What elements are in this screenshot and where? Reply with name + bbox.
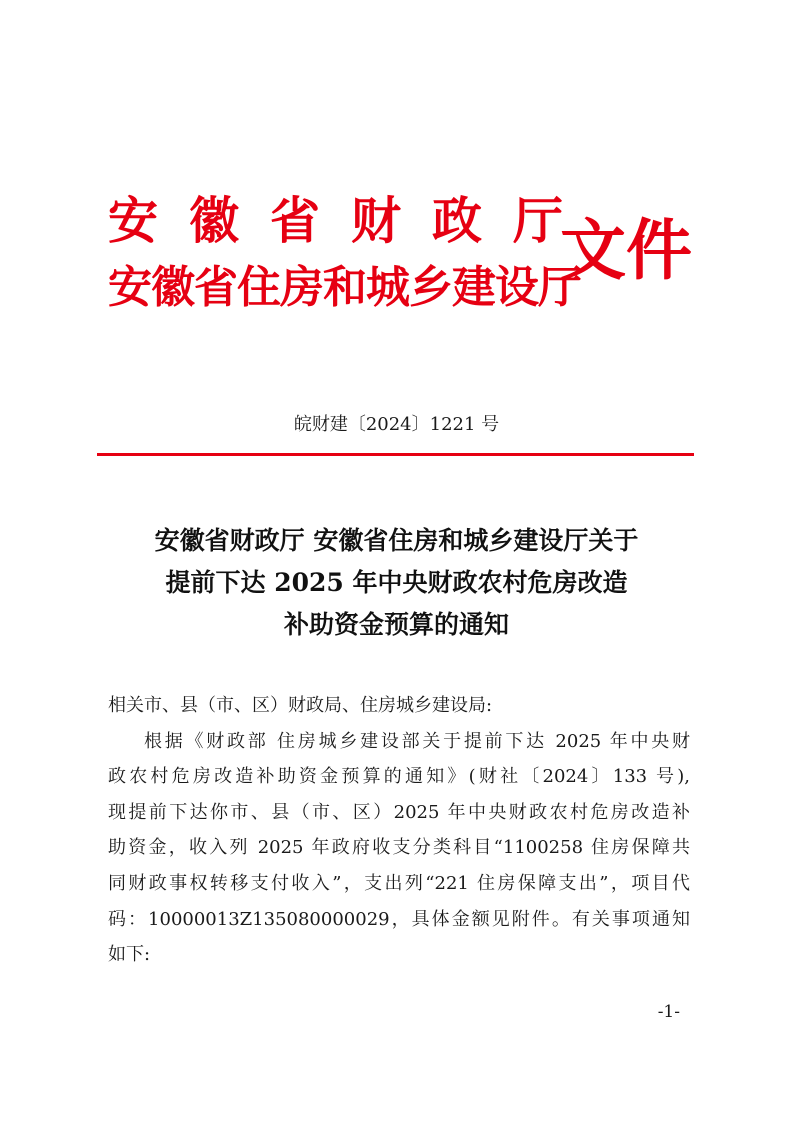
org-char: 政 — [432, 191, 482, 250]
paragraph-line: 码：10000013Z135080000029，具体金额见附件。有关事项通知 — [108, 908, 690, 930]
org-name-finance-department — [108, 190, 563, 252]
document-number: 皖财建〔2024〕1221 号 — [293, 414, 500, 435]
org-name-housing-department: 安徽省住房和城乡建设厅 — [108, 262, 581, 313]
org-char: 厅 — [513, 191, 563, 250]
title-line: 补助资金预算的通知 — [283, 610, 509, 639]
org-char: 财 — [351, 191, 401, 250]
paragraph-line: 政农村危房改造补助资金预算的通知》(财社〔2024〕133 号), — [108, 766, 690, 788]
red-separator-line — [97, 453, 694, 456]
title-line: 提前下达 2025 年中央财政农村危房改造 — [165, 568, 628, 597]
org-char: 徽 — [189, 191, 239, 250]
org-char: 省 — [270, 191, 320, 250]
notice-title — [90, 520, 703, 646]
page-number: -1- — [657, 1002, 680, 1022]
salutation: 相关市、县（市、区）财政局、住房城乡建设局: — [108, 695, 493, 716]
org-char: 安 — [108, 191, 158, 250]
paragraph-line: 现提前下达你市、县（市、区）2025 年中央财政农村危房改造补 — [108, 801, 690, 823]
paragraph-line: 同财政事权转移支付收入”，支出列“221 住房保障支出”，项目代 — [108, 872, 690, 894]
notice-body — [108, 688, 690, 973]
title-line: 安徽省财政厅 安徽省住房和城乡建设厅关于 — [154, 526, 639, 555]
paragraph-line: 根据《财政部 住房城乡建设部关于提前下达 2025 年中央财 — [144, 730, 690, 752]
paragraph-line: 如下: — [108, 944, 151, 966]
document-word: 文件 — [560, 211, 692, 289]
paragraph-line: 助资金，收入列 2025 年政府收支分类科目“1100258 住房保障共 — [108, 837, 690, 859]
